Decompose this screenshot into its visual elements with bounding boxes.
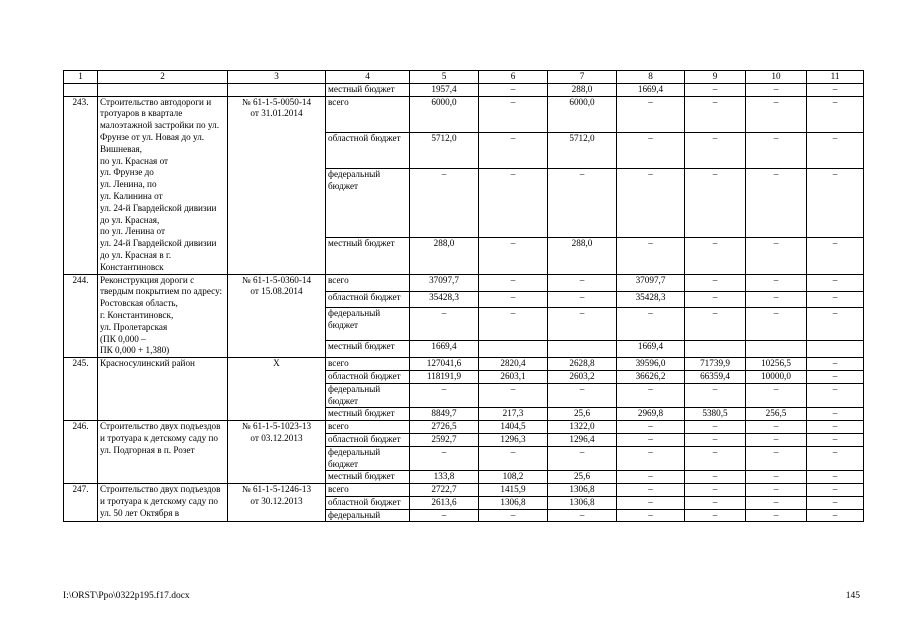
amount-cell: – xyxy=(746,238,807,274)
amount-cell: – xyxy=(548,308,617,341)
amount-cell: 1415,9 xyxy=(479,484,548,497)
amount-cell: – xyxy=(807,96,864,132)
amount-cell: 2820,4 xyxy=(479,358,548,371)
amount-cell: 133,8 xyxy=(410,471,479,484)
amount-cell: 1296,3 xyxy=(479,433,548,446)
funding-source: всего xyxy=(326,421,410,434)
funding-source: местный бюджет xyxy=(326,471,410,484)
amount-cell: – xyxy=(548,383,617,408)
amount-cell: 127041,6 xyxy=(410,358,479,371)
amount-cell: – xyxy=(548,446,617,471)
funding-source: местный бюджет xyxy=(326,238,410,274)
amount-cell: – xyxy=(685,308,746,341)
amount-cell: – xyxy=(410,446,479,471)
amount-cell: – xyxy=(807,509,864,522)
amount-cell: – xyxy=(807,370,864,383)
amount-cell: 2726,5 xyxy=(410,421,479,434)
permit-number: № 61-1-5-1023-13 от 03.12.2013 xyxy=(228,421,326,484)
amount-cell: – xyxy=(746,83,807,96)
permit-number: № 61-1-5-0050-14 от 31.01.2014 xyxy=(228,96,326,274)
amount-cell: – xyxy=(807,446,864,471)
amount-cell: 1322,0 xyxy=(548,421,617,434)
amount-cell: – xyxy=(807,383,864,408)
amount-cell: 2628,8 xyxy=(548,358,617,371)
amount-cell: – xyxy=(479,509,548,522)
table-row xyxy=(64,421,864,434)
funding-source: всего xyxy=(326,274,410,291)
amount-cell: 6000,0 xyxy=(548,96,617,132)
amount-cell: 66359,4 xyxy=(685,370,746,383)
amount-cell: – xyxy=(685,83,746,96)
amount-cell: 71739,9 xyxy=(685,358,746,371)
amount-cell: – xyxy=(479,308,548,341)
amount-cell: – xyxy=(807,408,864,421)
column-number: 11 xyxy=(807,71,864,84)
object-name: Реконструкция дороги с твердым покрытием по адресу: Ростовская область, г. Константиновск, ул. Пролетарская (ПК 0,000 – ПК 0,000 + 1,380) xyxy=(98,274,228,358)
amount-cell: 256,5 xyxy=(746,408,807,421)
funding-source: местный бюджет xyxy=(326,341,410,358)
table-row xyxy=(64,484,864,497)
object-name xyxy=(98,83,228,96)
amount-cell: 2592,7 xyxy=(410,433,479,446)
amount-cell: – xyxy=(807,291,864,308)
amount-cell: – xyxy=(548,168,617,237)
amount-cell: – xyxy=(410,509,479,522)
amount-cell: 39596,0 xyxy=(617,358,685,371)
amount-cell xyxy=(807,341,864,358)
amount-cell: – xyxy=(617,168,685,237)
column-number: 10 xyxy=(746,71,807,84)
amount-cell: 2613,6 xyxy=(410,496,479,509)
amount-cell: 108,2 xyxy=(479,471,548,484)
item-number: 247. xyxy=(64,484,98,522)
amount-cell: – xyxy=(746,96,807,132)
amount-cell: – xyxy=(617,446,685,471)
amount-cell: 10256,5 xyxy=(746,358,807,371)
amount-cell xyxy=(685,341,746,358)
amount-cell: – xyxy=(617,471,685,484)
amount-cell: – xyxy=(548,291,617,308)
amount-cell: – xyxy=(479,96,548,132)
amount-cell: 2603,1 xyxy=(479,370,548,383)
amount-cell: – xyxy=(479,132,548,168)
amount-cell xyxy=(548,341,617,358)
amount-cell: – xyxy=(746,509,807,522)
amount-cell: 2969,8 xyxy=(617,408,685,421)
table-body xyxy=(64,71,864,522)
object-name: Строительство двух подъездов и тротуара к детскому саду по ул. 50 лет Октября в xyxy=(98,484,228,522)
permit-number: Х xyxy=(228,358,326,421)
amount-cell: 25,6 xyxy=(548,408,617,421)
amount-cell: – xyxy=(617,496,685,509)
amount-cell: 6000,0 xyxy=(410,96,479,132)
funding-source: федеральный бюджет xyxy=(326,168,410,237)
amount-cell: – xyxy=(685,274,746,291)
amount-cell: – xyxy=(410,383,479,408)
table-row xyxy=(64,83,864,96)
column-number: 1 xyxy=(64,71,98,84)
amount-cell: – xyxy=(746,496,807,509)
funding-source: всего xyxy=(326,358,410,371)
amount-cell: – xyxy=(746,433,807,446)
amount-cell: – xyxy=(746,446,807,471)
permit-number xyxy=(228,83,326,96)
budget-table xyxy=(63,70,864,522)
amount-cell: – xyxy=(617,421,685,434)
amount-cell: – xyxy=(746,383,807,408)
amount-cell: 288,0 xyxy=(410,238,479,274)
amount-cell: 1669,4 xyxy=(617,341,685,358)
column-number: 2 xyxy=(98,71,228,84)
column-number: 3 xyxy=(228,71,326,84)
amount-cell: 37097,7 xyxy=(617,274,685,291)
amount-cell: – xyxy=(807,433,864,446)
amount-cell: – xyxy=(807,308,864,341)
amount-cell: – xyxy=(479,291,548,308)
amount-cell: 118191,9 xyxy=(410,370,479,383)
amount-cell: – xyxy=(685,471,746,484)
amount-cell: – xyxy=(685,433,746,446)
amount-cell: 1957,4 xyxy=(410,83,479,96)
amount-cell: – xyxy=(479,83,548,96)
amount-cell: – xyxy=(807,274,864,291)
amount-cell: – xyxy=(479,274,548,291)
amount-cell: 2722,7 xyxy=(410,484,479,497)
amount-cell xyxy=(746,341,807,358)
funding-source: местный бюджет xyxy=(326,408,410,421)
amount-cell: – xyxy=(617,96,685,132)
amount-cell: – xyxy=(746,308,807,341)
amount-cell xyxy=(479,341,548,358)
amount-cell: – xyxy=(410,168,479,237)
amount-cell: – xyxy=(807,168,864,237)
funding-source: всего xyxy=(326,96,410,132)
amount-cell: – xyxy=(479,383,548,408)
amount-cell: 35428,3 xyxy=(410,291,479,308)
funding-source: областной бюджет xyxy=(326,496,410,509)
amount-cell: 5712,0 xyxy=(548,132,617,168)
amount-cell: 36626,2 xyxy=(617,370,685,383)
amount-cell: – xyxy=(746,291,807,308)
permit-number: № 61-1-5-0360-14 от 15.08.2014 xyxy=(228,274,326,358)
amount-cell: – xyxy=(479,446,548,471)
amount-cell: 288,0 xyxy=(548,238,617,274)
column-number: 5 xyxy=(410,71,479,84)
item-number: 243. xyxy=(64,96,98,274)
funding-source: областной бюджет xyxy=(326,433,410,446)
amount-cell: – xyxy=(479,238,548,274)
funding-source: федеральный бюджет xyxy=(326,446,410,471)
column-number-row xyxy=(64,71,864,84)
column-number: 6 xyxy=(479,71,548,84)
amount-cell: – xyxy=(685,496,746,509)
amount-cell: – xyxy=(746,471,807,484)
object-name: Строительство двух подъездов и тротуара к детскому саду по ул. Подгорная в п. Розет xyxy=(98,421,228,484)
amount-cell: – xyxy=(807,496,864,509)
amount-cell: – xyxy=(617,238,685,274)
amount-cell: 5712,0 xyxy=(410,132,479,168)
amount-cell: – xyxy=(685,446,746,471)
object-name: Строительство автодороги и тротуаров в квартале малоэтажной застройки по ул. Фрунзе от ул. Новая до ул. Вишневая, по ул. Красная от ул. Фрунзе до ул. Ленина, по ул. Калинина от ул. 24-й Гвардейской дивизии до ул. Красная, по ул. Ленина от ул. 24-й Гвардейской дивизии до ул. Красная в г. Константиновск xyxy=(98,96,228,274)
amount-cell: – xyxy=(685,383,746,408)
amount-cell: – xyxy=(685,484,746,497)
column-number: 7 xyxy=(548,71,617,84)
amount-cell: – xyxy=(617,509,685,522)
amount-cell: – xyxy=(807,471,864,484)
column-number: 4 xyxy=(326,71,410,84)
column-number: 9 xyxy=(685,71,746,84)
amount-cell: – xyxy=(746,274,807,291)
object-name: Красносулинский район xyxy=(98,358,228,421)
amount-cell: – xyxy=(685,509,746,522)
amount-cell: 8849,7 xyxy=(410,408,479,421)
amount-cell: – xyxy=(746,484,807,497)
item-number xyxy=(64,83,98,96)
funding-source: местный бюджет xyxy=(326,83,410,96)
amount-cell: 5380,5 xyxy=(685,408,746,421)
amount-cell: 25,6 xyxy=(548,471,617,484)
amount-cell: 1404,5 xyxy=(479,421,548,434)
amount-cell: – xyxy=(746,168,807,237)
amount-cell: – xyxy=(410,308,479,341)
amount-cell: – xyxy=(807,238,864,274)
amount-cell: – xyxy=(479,168,548,237)
column-number: 8 xyxy=(617,71,685,84)
amount-cell: 37097,7 xyxy=(410,274,479,291)
amount-cell: – xyxy=(807,421,864,434)
page-number: 145 xyxy=(845,591,860,601)
amount-cell: – xyxy=(807,358,864,371)
funding-source: областной бюджет xyxy=(326,132,410,168)
amount-cell: 1669,4 xyxy=(410,341,479,358)
amount-cell: – xyxy=(685,132,746,168)
item-number: 246. xyxy=(64,421,98,484)
item-number: 244. xyxy=(64,274,98,358)
amount-cell: – xyxy=(548,274,617,291)
amount-cell: – xyxy=(807,83,864,96)
amount-cell: 1306,8 xyxy=(548,484,617,497)
amount-cell: – xyxy=(807,132,864,168)
amount-cell: 1669,4 xyxy=(617,83,685,96)
amount-cell: 35428,3 xyxy=(617,291,685,308)
funding-source: всего xyxy=(326,484,410,497)
amount-cell: 1296,4 xyxy=(548,433,617,446)
amount-cell: 1306,8 xyxy=(548,496,617,509)
amount-cell: 217,3 xyxy=(479,408,548,421)
amount-cell: – xyxy=(746,421,807,434)
amount-cell: 10000,0 xyxy=(746,370,807,383)
amount-cell: – xyxy=(617,433,685,446)
amount-cell: – xyxy=(617,383,685,408)
funding-source: федеральный xyxy=(326,509,410,522)
item-number: 245. xyxy=(64,358,98,421)
amount-cell: 2603,2 xyxy=(548,370,617,383)
funding-source: областной бюджет xyxy=(326,291,410,308)
footer-file-path: I:\ORST\Ppo\0322p195.f17.docx xyxy=(63,591,190,601)
amount-cell: – xyxy=(685,291,746,308)
funding-source: федеральный бюджет xyxy=(326,383,410,408)
amount-cell: – xyxy=(685,96,746,132)
amount-cell: – xyxy=(617,132,685,168)
funding-source: федеральный бюджет xyxy=(326,308,410,341)
amount-cell: 1306,8 xyxy=(479,496,548,509)
table-row xyxy=(64,96,864,132)
amount-cell: – xyxy=(685,421,746,434)
amount-cell: – xyxy=(548,509,617,522)
amount-cell: – xyxy=(685,238,746,274)
amount-cell: 288,0 xyxy=(548,83,617,96)
permit-number: № 61-1-5-1246-13 от 30.12.2013 xyxy=(228,484,326,522)
amount-cell: – xyxy=(685,168,746,237)
amount-cell: – xyxy=(807,484,864,497)
table-row xyxy=(64,274,864,291)
amount-cell: – xyxy=(617,484,685,497)
funding-source: областной бюджет xyxy=(326,370,410,383)
amount-cell: – xyxy=(617,308,685,341)
amount-cell: – xyxy=(746,132,807,168)
table-row xyxy=(64,358,864,371)
